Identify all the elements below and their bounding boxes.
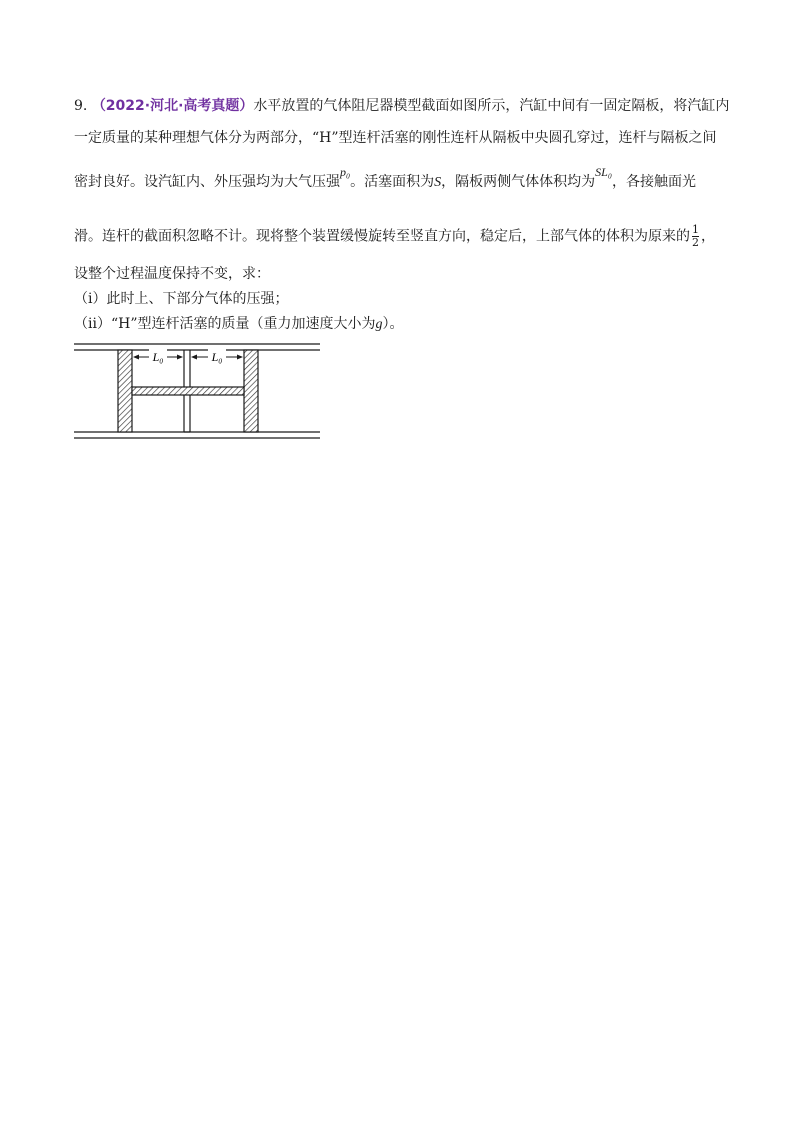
subquestion-1 <box>74 289 288 309</box>
question-text-line-3b: 。活塞面积为 <box>350 174 435 190</box>
subquestion-1-text: （i）此时上、下部分气体的压强； <box>74 291 289 307</box>
question-source-tag: （2022·河北·高考真题） <box>91 98 254 114</box>
question-number: 9. <box>74 98 88 114</box>
question-line-5 <box>74 264 270 284</box>
question-line-3 <box>74 165 697 193</box>
pressure-symbol-p0: p₀ <box>340 165 351 179</box>
question-line-1 <box>74 96 729 116</box>
fraction-numerator: 1 <box>692 223 699 236</box>
dimension-arrow-left-start <box>133 355 139 360</box>
dimension-arrow-right-end <box>237 355 243 360</box>
left-piston <box>118 350 132 432</box>
volume-symbol-sl0: SL₀ <box>595 165 613 179</box>
question-line-2 <box>74 128 717 148</box>
right-piston <box>244 350 258 432</box>
connecting-rod <box>132 387 244 395</box>
fraction-one-half <box>692 224 699 249</box>
dimension-label-left: L₀ <box>152 350 164 364</box>
question-text-line-1: 水平放置的气体阻尼器模型截面如图所示，汽缸中间有一固定隔板，将汽缸内 <box>253 98 730 114</box>
subquestion-2-text-a: （ii）“H”型连杆活塞的质量（重力加速度大小为 <box>74 316 376 332</box>
fraction-denominator: 2 <box>692 236 699 249</box>
area-symbol-s: S <box>434 175 442 190</box>
question-text-line-4a: 滑。连杆的截面积忽略不计。现将整个装置缓慢旋转至竖直方向，稳定后，上部气体的体积为原来的 <box>74 228 690 245</box>
dimension-arrow-right-start <box>191 355 197 360</box>
question-text-line-3c: ，隔板两侧气体体积均为 <box>441 174 596 190</box>
subquestion-2 <box>74 314 403 335</box>
question-text-line-3d: ，各接触面光 <box>612 174 697 190</box>
dimension-arrow-left-end <box>177 355 183 360</box>
question-text-line-2: 一定质量的某种理想气体分为两部分，“H”型连杆活塞的刚性连杆从隔板中央圆孔穿过，连杆与隔板之间 <box>74 130 717 146</box>
question-text-line-4b: ， <box>701 228 715 245</box>
question-line-4 <box>74 224 715 249</box>
damper-diagram <box>70 340 330 452</box>
question-text-line-3a: 密封良好。设汽缸内、外压强均为大气压强 <box>74 174 340 190</box>
gravity-symbol-g: g <box>375 317 383 332</box>
dimension-label-right: L₀ <box>211 350 223 364</box>
subquestion-2-text-b: ）。 <box>382 316 404 332</box>
question-text-line-5: 设整个过程温度保持不变，求： <box>74 266 270 282</box>
